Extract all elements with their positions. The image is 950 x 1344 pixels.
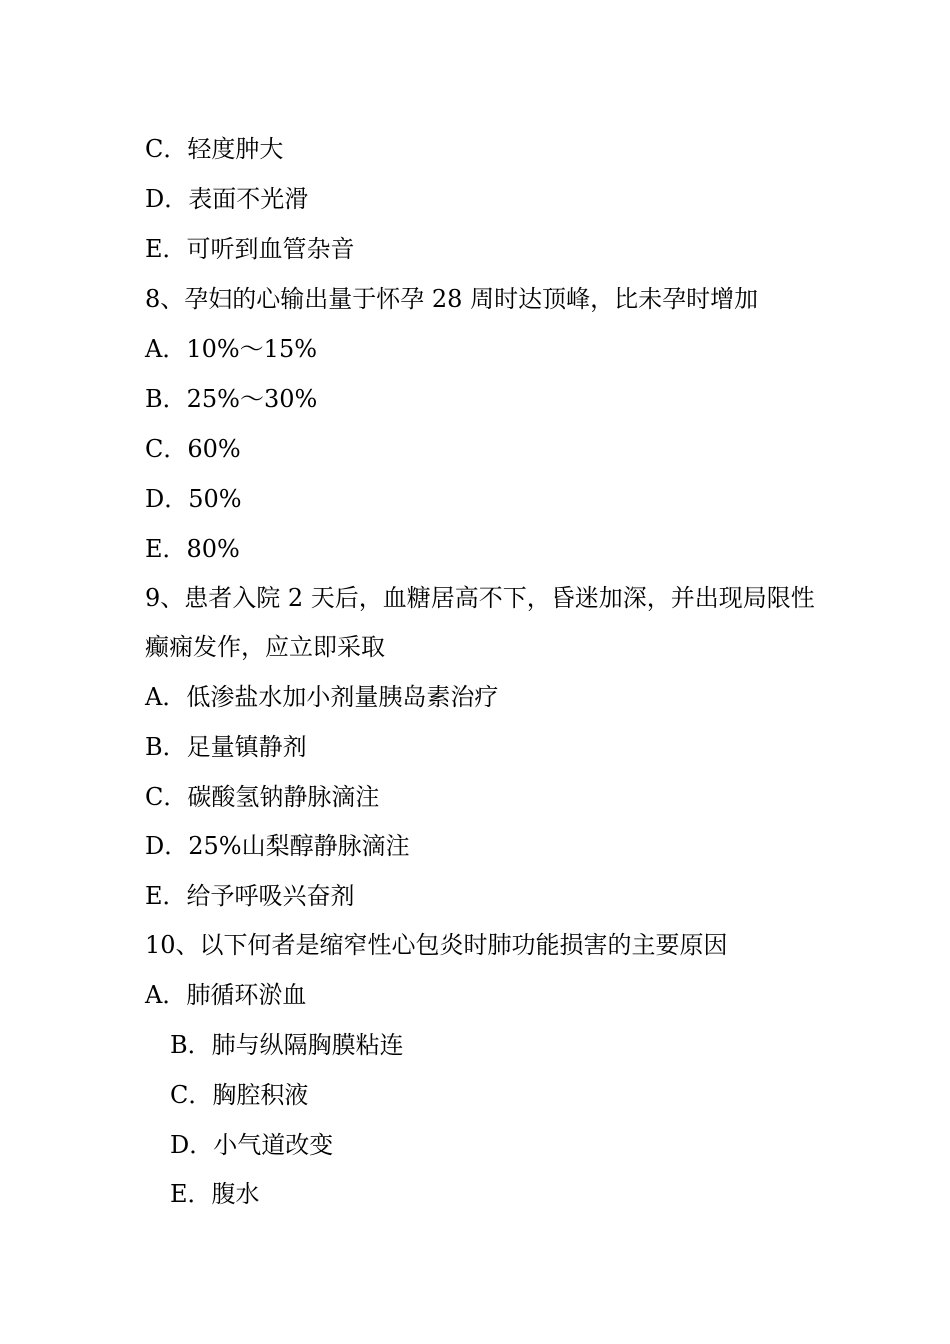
q8-option-b: B．25%～30% [145,385,318,413]
question-9: 9、患者入院 2 天后，血糖居高不下，昏迷加深，并出现局限性 [145,584,815,612]
question-8: 8、孕妇的心输出量于怀孕 28 周时达顶峰，比未孕时增加 [145,285,759,313]
q10-option-e: E．腹水 [170,1180,260,1208]
q8-option-c: C．60% [145,435,241,463]
q10-option-d: D．小气道改变 [170,1131,334,1159]
option-d: D．表面不光滑 [145,185,309,213]
q9-option-e: E．给予呼吸兴奋剂 [145,882,355,910]
q9-option-d: D．25%山梨醇静脉滴注 [145,832,410,860]
question-9-continued: 癫痫发作，应立即采取 [145,633,385,661]
question-10: 10、以下何者是缩窄性心包炎时肺功能损害的主要原因 [145,931,728,959]
q8-option-a: A．10%～15% [145,335,318,363]
q9-option-a: A．低渗盐水加小剂量胰岛素治疗 [145,683,499,711]
q10-option-c: C．胸腔积液 [170,1081,309,1109]
q10-option-a: A．肺循环淤血 [145,981,307,1009]
q8-option-d: D．50% [145,485,242,513]
q9-option-c: C．碳酸氢钠静脉滴注 [145,783,380,811]
q9-option-b: B．足量镇静剂 [145,733,307,761]
option-e: E．可听到血管杂音 [145,235,355,263]
q8-option-e: E．80% [145,535,240,563]
option-c: C．轻度肿大 [145,135,284,163]
q10-option-b: B．肺与纵隔胸膜粘连 [170,1031,404,1059]
